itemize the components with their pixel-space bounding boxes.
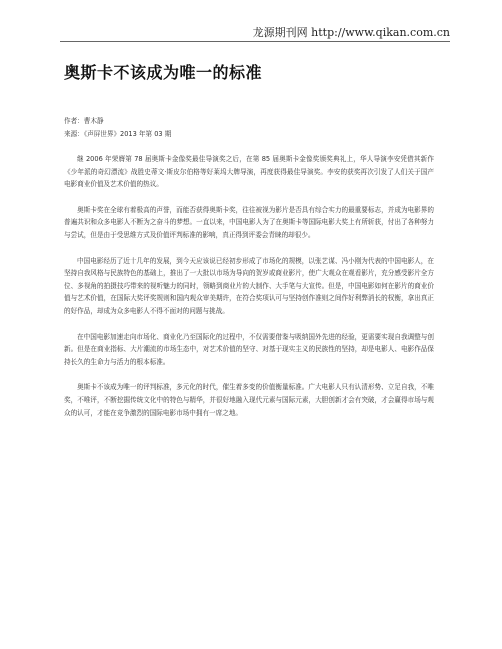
header-divider [60,41,450,42]
source-label: 来源： [64,130,84,138]
author-label: 作者： [64,117,84,125]
paragraph: 继 2006 年荣膺第 78 届奥斯卡金像奖最佳导演奖之后，在第 85 届奥斯卡金像奖颁奖典礼上，华人导演李安凭借其新作《少年派的奇幻漂流》战胜史蒂文·斯皮尔伯格等好莱坞大牌导演，再度获得最佳导演奖。李安的获奖再次引发了人们关于国产电影商业价值及艺术价值的热议。 [64,155,434,189]
source-line [64,128,171,138]
article-title: 奥斯卡不该成为唯一的标准 [64,63,263,82]
source-name: 《声屏世界》2013 年第 03 期 [83,130,172,138]
author-name: 曹木静 [83,117,104,125]
paragraph: 在中国电影加速走向市场化、商业化乃至国际化的过程中，不仅需要借鉴与吸纳国外先进的经验，更需要实现自我调整与创新。但是在商业指标、大片潮流的市场生态中，对艺术价值的坚守、对基于现实主义的民族性的坚持，却是电影人、电影作品保持长久的生命力与活力的根本标准。 [64,332,434,366]
author-line [64,115,104,125]
paragraph: 奥斯卡奖在全球有着极高的声誉，而能否获得奥斯卡奖，往往被视为影片是否具有综合实力的最重要标志，并成为电影界的普遍共识和众多电影人不断为之奋斗的梦想。一直以来，中国电影人为了在奥斯卡等国际电影大奖上有所斩获，付出了各种努力与尝试，但是由于受思维方式及价值评判标准的影响，真正得到评委会青睐的却很少。 [64,205,434,239]
paragraph: 中国电影经历了近十几年的发展，到今天应该说已经初步形成了市场化的规模，以张艺谋、冯小刚为代表的中国电影人，在坚持自我风格与民族特色的基础上，推出了一大批以市场为导向的贺岁或商业影片，使广大观众在观看影片，充分感受影片全方位、多视角的拍摄技巧带来的视听魅力的同时，领略到商业片的大制作、大手笔与大宣传。但是，中国电影如何在影片的商业价值与艺术价值，在国际大奖评奖规则和国内观众审美期许，在符合奖项认可与坚持创作准则之间作好利弊消长的权衡，拿出真正的好作品，却成为众多电影人不得不面对的问题与挑战。 [64,256,434,315]
site-header: 龙源期刊网 http://www.qikan.com.cn [252,26,450,39]
paragraph: 奥斯卡不该成为唯一的评判标准，多元化的时代，催生着多变的价值衡量标准。广大电影人只有认清形势、立足自我，不唯奖，不唯评，不断挖掘传统文化中的特色与精华，并很好地融入现代元素与国际元素，大胆创新才会有突破，才会赢得市场与观众的认可，才能在竞争激烈的国际电影市场中拥有一席之地。 [64,383,434,417]
article-body [64,153,434,432]
